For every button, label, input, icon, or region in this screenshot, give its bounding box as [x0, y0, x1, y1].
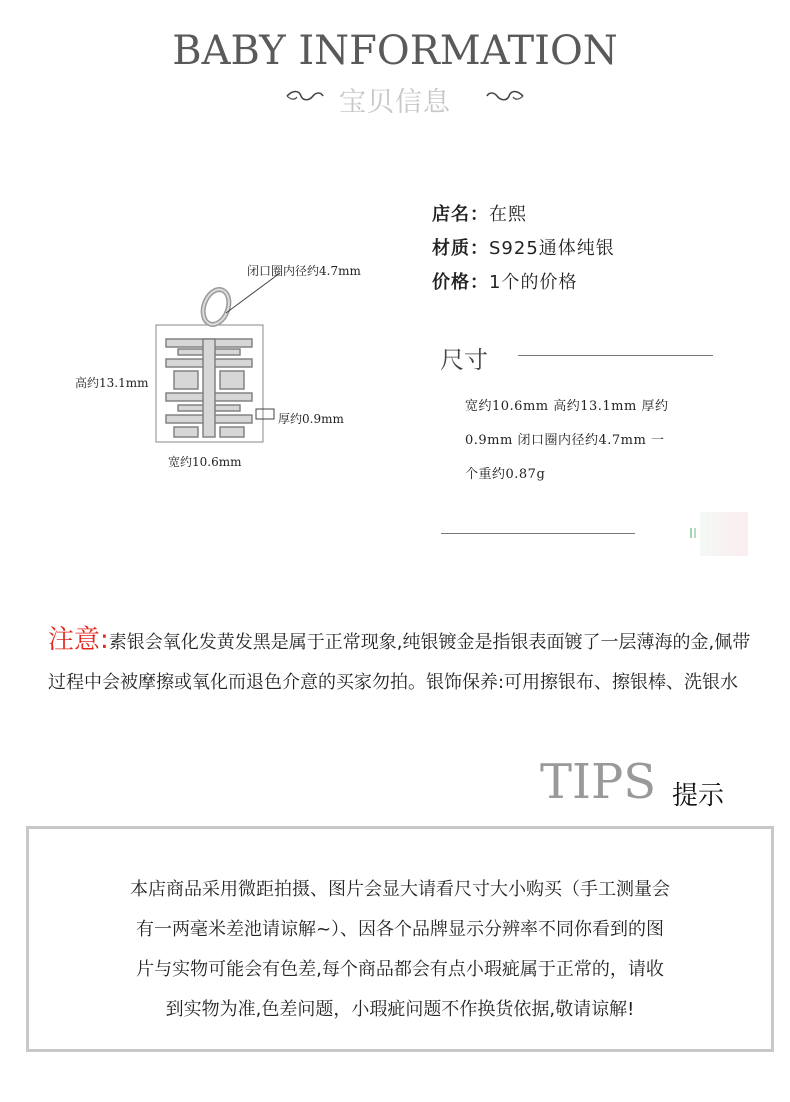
info-row-price: [432, 268, 577, 294]
tips-text: [55, 870, 745, 1030]
page-subtitle: 宝贝信息: [339, 87, 451, 118]
size-section-title: 尺寸: [440, 346, 488, 374]
size-description: [465, 390, 715, 492]
tips-title-en: TIPS: [540, 754, 657, 810]
size-divider: [518, 355, 713, 356]
tips-title-cn: 提示: [672, 781, 725, 811]
info-row-shop: [432, 200, 527, 226]
tips-line-3: 片与实物可能会有色差,每个商品都会有点小瑕疵属于正常的，请收: [136, 959, 664, 980]
notice-body: 素银会氧化发黄发黑是属于正常现象,纯银镀金是指银表面镀了一层薄海的金,佩带过程中会被摩擦或氧化而退色介意的买家勿拍。银饰保养:可用擦银布、擦银棒、洗银水: [48, 632, 751, 693]
thumbnail-marker-icon: [688, 526, 700, 540]
width-label: 宽约10.6mm: [168, 455, 242, 469]
notice-lead: 注意:: [48, 625, 109, 655]
size-line-1: 宽约10.6mm 高约13.1mm 厚约: [465, 399, 669, 414]
tips-line-4: 到实物为准,色差问题，小瑕疵问题不作换货依据,敬请谅解!: [165, 999, 635, 1020]
info-key: 价格：: [432, 272, 489, 293]
notice-paragraph: [48, 620, 760, 703]
tips-line-2: 有一两毫米差池请谅解~）、因各个品牌显示分辨率不同你看到的图: [135, 919, 665, 940]
info-key: 材质：: [432, 238, 489, 259]
size-line-3: 个重约0.87g: [465, 467, 546, 482]
size-line-2: 0.9mm 闭口圈内径约4.7mm 一: [465, 433, 665, 448]
page-title: BABY INFORMATION: [172, 28, 618, 74]
info-bottom-divider: [441, 533, 635, 534]
tips-line-1: 本店商品采用微距拍摄、图片会显大请看尺寸大小购买（手工测量会: [130, 879, 670, 900]
info-row-material: [432, 234, 615, 260]
info-key: 店名：: [432, 204, 489, 225]
info-value: 1个的价格: [489, 272, 578, 293]
pendant-illustration: [70, 255, 390, 480]
swirl-ornament-right-icon: [485, 88, 525, 104]
info-value: S925通体纯银: [489, 238, 615, 259]
height-label: 高约13.1mm: [75, 376, 149, 390]
thumbnail-preview: [700, 512, 748, 556]
product-dimension-drawing: [70, 255, 390, 480]
ring-diameter-label: 闭口圈内径约4.7mm: [247, 264, 361, 278]
info-value: 在熙: [489, 204, 527, 225]
thickness-label: 厚约0.9mm: [278, 412, 344, 426]
